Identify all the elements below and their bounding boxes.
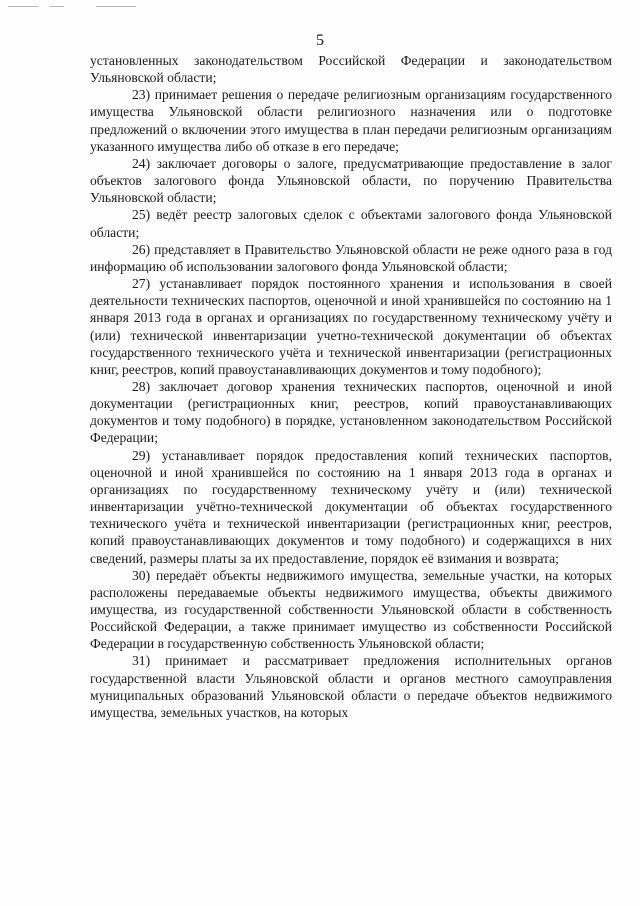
- paragraph: 28) заключает договор хранения технических паспортов, оценочной и иной документации (регистрационных книг, реестров, копий правоустанавливающих документов и тому подобного) в порядке, установленном законодательством Российской Федерации;: [90, 378, 612, 446]
- paragraph: 31) принимает и рассматривает предложения исполнительных органов государственной власти Ульяновской области и органов местного самоуправления муниципальных образований Ульяновской области о передаче объектов недвижимого имущества, земельных участков, на которых: [90, 653, 612, 720]
- scan-artifact-line: [96, 6, 136, 7]
- scan-artifact-line: [50, 6, 64, 7]
- scan-artifact-line: [8, 6, 38, 7]
- paragraph: 30) передаёт объекты недвижимого имущества, земельные участки, на которых расположены передаваемые объекты недвижимого имущества, объекты движимого имущества, из государственной собственности Ульяновской области в собственность Российской Федерации, а также принимает имущество из собственности Российской Федерации в государственную собственность Ульяновской области;: [90, 567, 612, 652]
- paragraph: 25) ведёт реестр залоговых сделок с объектами залогового фонда Ульяновской области;: [90, 207, 612, 240]
- page-number: 5: [316, 32, 324, 49]
- paragraph: 24) заключает договоры о залоге, предусматривающие предоставление в залог объектов залогового фонда Ульяновской области, по поручению Правительства Ульяновской области;: [90, 155, 612, 206]
- document-body: [90, 52, 612, 721]
- paragraph: установленных законодательством Российской Федерации и законодательством Ульяновской области;: [90, 53, 612, 86]
- paragraph: 26) представляет в Правительство Ульяновской области не реже одного раза в год информацию об использовании залогового фонда Ульяновской области;: [90, 241, 612, 274]
- paragraph: 23) принимает решения о передаче религиозным организациям государственного имущества Ульяновской области религиозного назначения или о подготовке предложений о включении этого имущества в план передачи религиозным организациям указанного имущества либо об отказе в его передаче;: [90, 87, 612, 154]
- paragraph: 27) устанавливает порядок постоянного хранения и использования в своей деятельности технических паспортов, оценочной и иной хранившейся по состоянию на 1 января 2013 года в органах и организациях по государственному техническому учёту и (или) технической инвентаризации учетно-технической документации об объектах государственного технического учёта и технической инвентаризации (регистрационных книг, реестров, копий правоустанавливающих документов и тому подобного);: [90, 276, 612, 377]
- paragraph: 29) устанавливает порядок предоставления копий технических паспортов, оценочной и иной хранившейся по состоянию на 1 января 2013 года в органах и организациях по государственному техническому учёту и (или) технической инвентаризации учётно-технической документации об объектах государственного технического учёта и технической инвентаризации (регистрационных книг, реестров, копий правоустанавливающих документов и тому подобного) и содержащихся в них сведений, размеры платы за их предоставление, порядок её взимания и возврата;: [90, 447, 612, 566]
